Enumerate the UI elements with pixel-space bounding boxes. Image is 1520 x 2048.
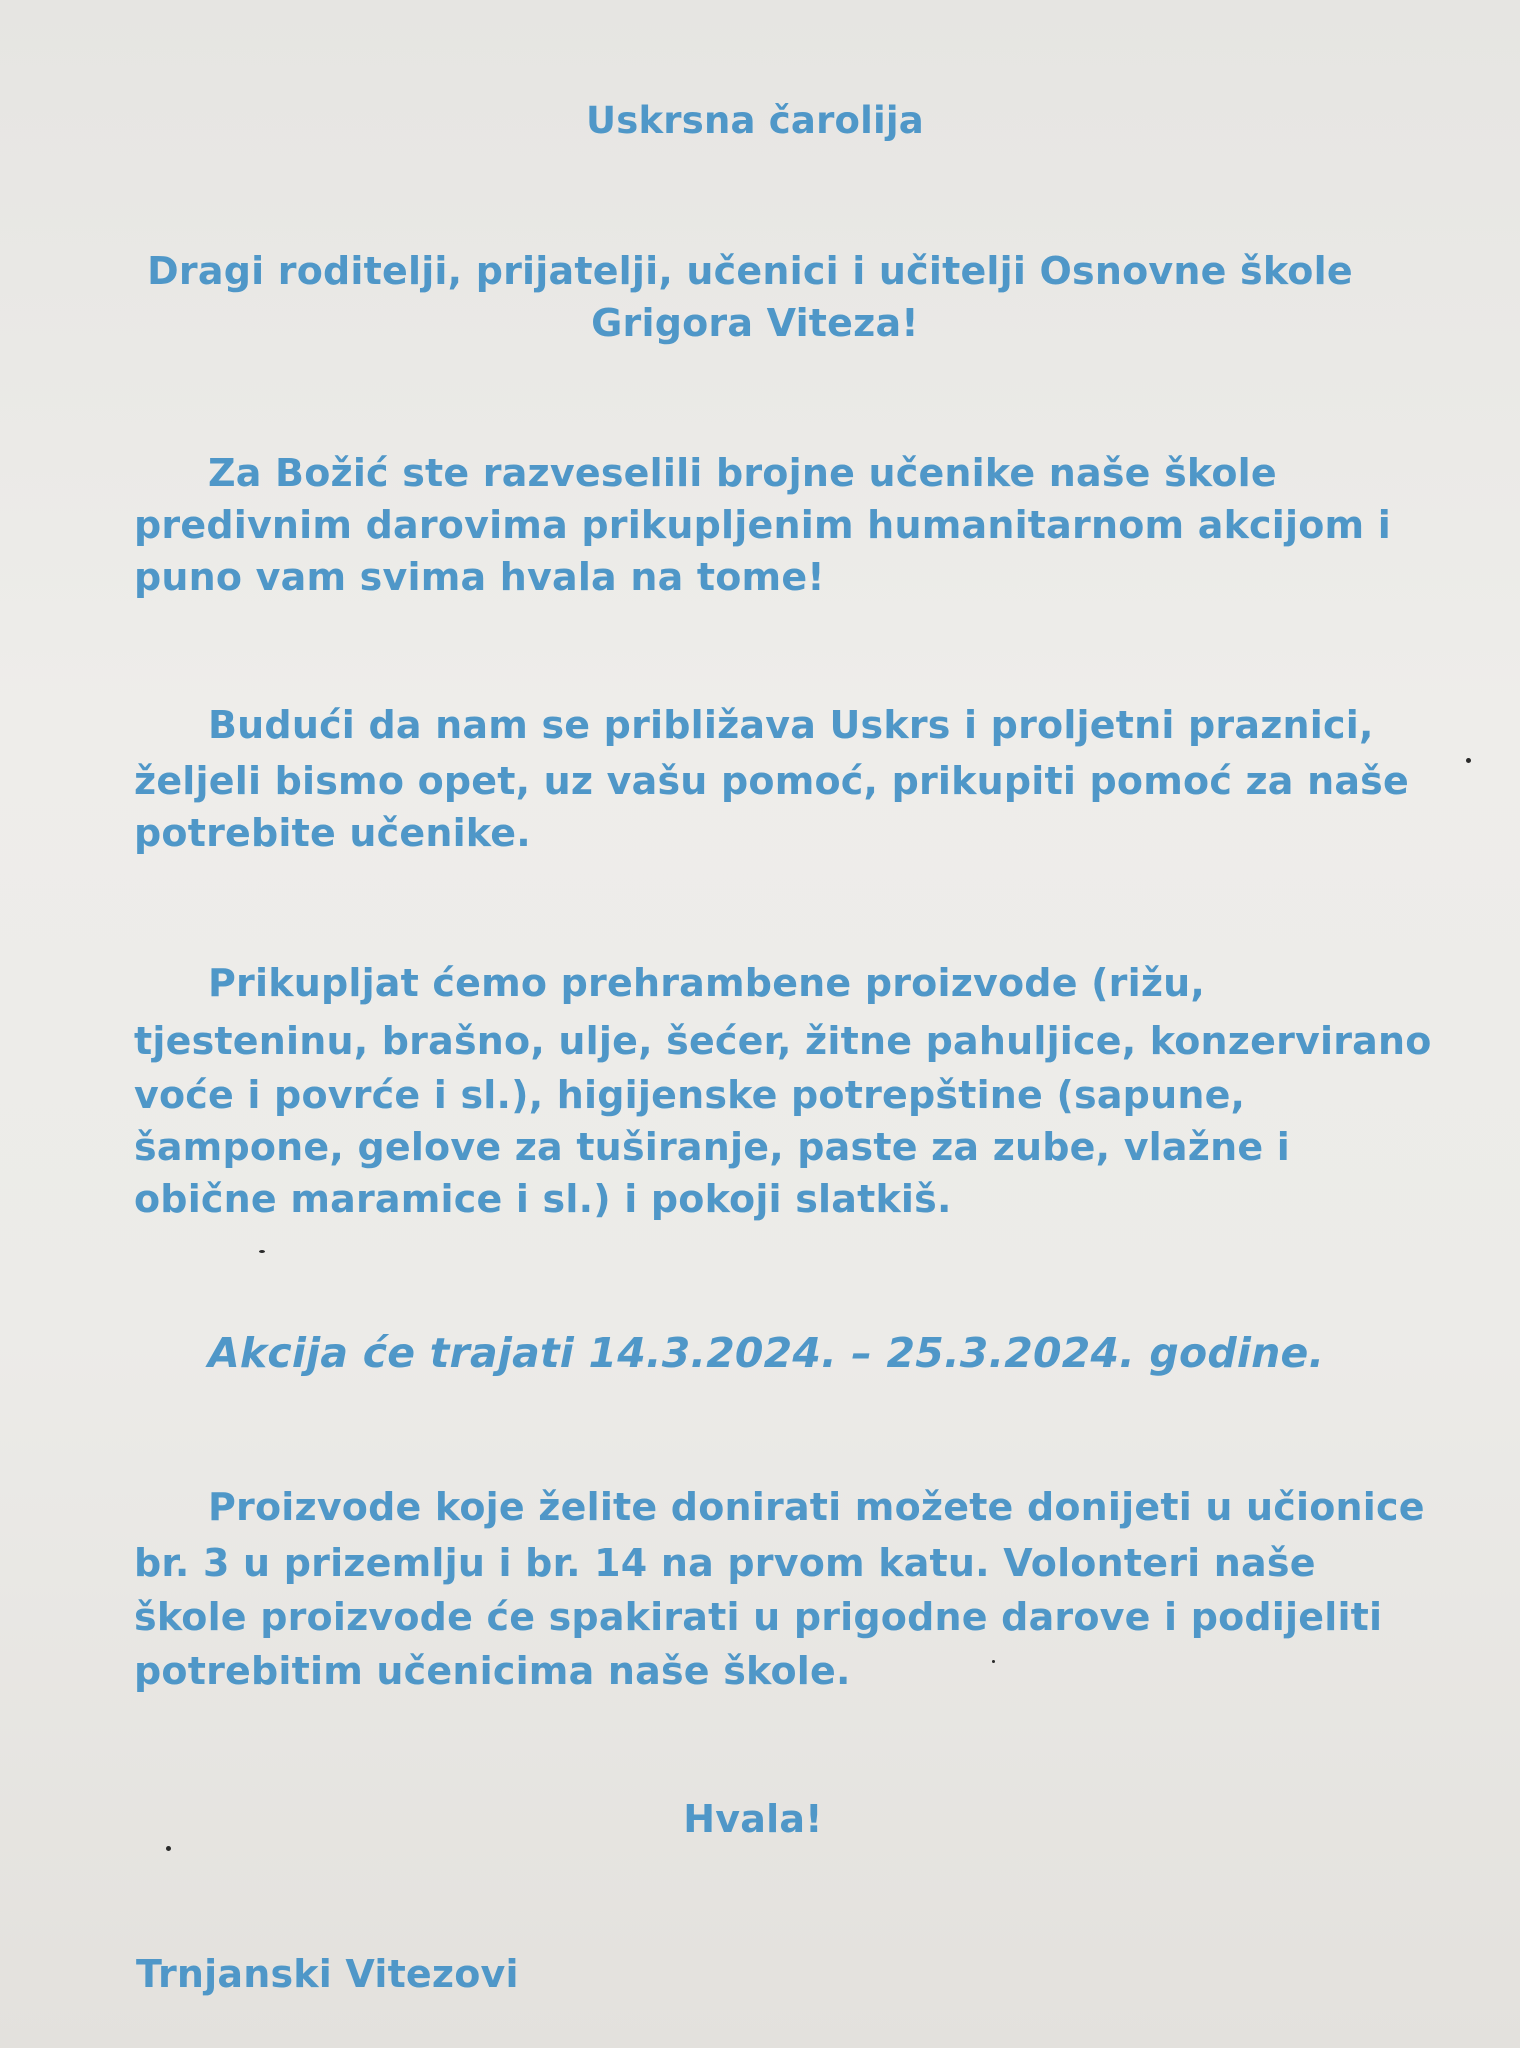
paragraph-3-line-5: obične maramice i sl.) i pokoji slatkiš.: [134, 1177, 952, 1221]
paragraph-4-line-2: br. 3 u prizemlju i br. 14 na prvom katu. Volonteri naše: [134, 1541, 1316, 1585]
paper-speck: [1466, 758, 1471, 763]
signature: Trnjanski Vitezovi: [136, 1952, 519, 1996]
paragraph-1-line-1: Za Božić ste razveselili brojne učenike naše škole: [208, 451, 1277, 495]
paragraph-3-line-4: šampone, gelove za tuširanje, paste za zube, vlažne i: [134, 1125, 1290, 1169]
paragraph-3-line-2: tjesteninu, brašno, ulje, šećer, žitne pahuljice, konzervirano: [134, 1019, 1432, 1063]
paragraph-4-line-3: škole proizvode će spakirati u prigodne darove i podijeliti: [134, 1595, 1383, 1639]
paragraph-1-line-3: puno vam svima hvala na tome!: [134, 555, 825, 599]
paper-speck: [166, 1846, 171, 1851]
paragraph-2-line-1: Budući da nam se približava Uskrs i proljetni praznici,: [208, 703, 1374, 747]
document-title: Uskrsna čarolija: [586, 99, 924, 142]
paragraph-3-line-3: voće i povrće i sl.), higijenske potrepštine (sapune,: [134, 1073, 1246, 1117]
paragraph-3-line-1: Prikupljat ćemo prehrambene proizvode (rižu,: [208, 961, 1206, 1005]
action-dates: Akcija će trajati 14.3.2024. – 25.3.2024. godine.: [208, 1329, 1325, 1377]
paper-speck: [259, 1250, 265, 1253]
paragraph-4-line-1: Proizvode koje želite donirati možete donijeti u učionice: [208, 1485, 1425, 1529]
paper-speck: [992, 1660, 995, 1663]
paragraph-1-line-2: predivnim darovima prikupljenim humanitarnom akcijom i: [134, 503, 1391, 547]
greeting-line-1: Dragi roditelji, prijatelji, učenici i učitelji Osnovne škole: [147, 249, 1353, 293]
thanks-text: Hvala!: [683, 1797, 823, 1841]
paragraph-2-line-2: željeli bismo opet, uz vašu pomoć, prikupiti pomoć za naše: [134, 759, 1409, 803]
paragraph-4-line-4: potrebitim učenicima naše škole.: [134, 1649, 851, 1693]
paragraph-2-line-3: potrebite učenike.: [134, 811, 531, 855]
greeting-line-2: Grigora Viteza!: [591, 301, 919, 345]
